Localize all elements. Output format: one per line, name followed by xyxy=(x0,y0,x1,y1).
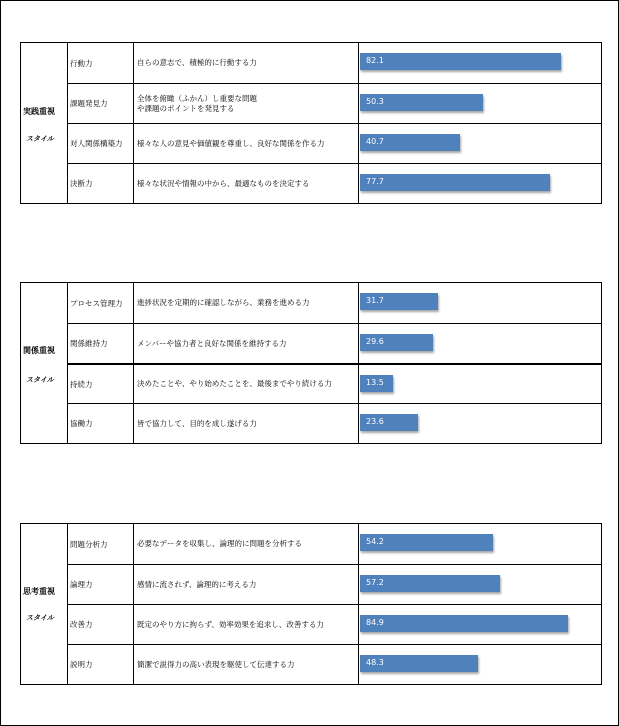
style-subtitle: スタイル xyxy=(26,614,54,622)
score-bar xyxy=(360,94,483,111)
skill-desc: 全体を俯瞰（ふかん）し重要な問題や課題のポイントを発見する xyxy=(133,84,358,123)
score-bar xyxy=(360,615,568,632)
style-title: 思考重視 xyxy=(23,587,55,596)
score-bar xyxy=(360,534,493,551)
skill-desc: 簡潔で説得力の高い表現を駆使して伝達する力 xyxy=(133,645,358,684)
score-value: 29.6 xyxy=(366,337,384,346)
score-cell xyxy=(358,524,602,564)
score-bar xyxy=(360,334,433,351)
skill-name: 問題分析力 xyxy=(67,524,133,564)
skill-row xyxy=(67,604,602,644)
skill-desc: 様々な状況や情報の中から、最適なものを決定する xyxy=(133,164,358,203)
score-bar xyxy=(360,134,460,151)
score-value: 31.7 xyxy=(366,296,384,305)
score-bar xyxy=(360,174,550,191)
style-title: 実践重視 xyxy=(23,107,55,116)
style-subtitle: スタイル xyxy=(26,376,54,384)
score-bar xyxy=(360,655,478,672)
score-bar xyxy=(360,293,438,310)
skill-row xyxy=(67,403,602,443)
skill-row xyxy=(67,283,602,323)
score-cell xyxy=(358,645,602,684)
score-value: 82.1 xyxy=(366,56,384,65)
score-cell xyxy=(358,605,602,644)
skill-row xyxy=(67,83,602,123)
skill-name: 改善力 xyxy=(67,605,133,644)
score-value: 50.3 xyxy=(366,97,384,106)
section-relationship xyxy=(20,282,602,444)
skill-desc: メンバーや協力者と良好な関係を維持する力 xyxy=(133,324,358,363)
skill-name: 論理力 xyxy=(67,565,133,604)
score-cell xyxy=(358,565,602,604)
skill-name: 課題発見力 xyxy=(67,84,133,123)
skill-desc: 自らの意志で、積極的に行動する力 xyxy=(133,43,358,83)
skill-row xyxy=(67,163,602,203)
skill-desc: 感情に流されず、論理的に考える力 xyxy=(133,565,358,604)
skill-name: 行動力 xyxy=(67,43,133,83)
skill-row xyxy=(67,644,602,684)
score-value: 48.3 xyxy=(366,658,384,667)
skill-desc: 決めたことや、やり始めたことを、最後までやり続ける力 xyxy=(133,365,358,403)
skill-row xyxy=(67,363,602,403)
style-label-cell xyxy=(20,43,68,203)
skill-desc: 皆で協力して、目的を成し遂げる力 xyxy=(133,404,358,443)
score-value: 40.7 xyxy=(366,137,384,146)
style-label-cell xyxy=(20,524,68,684)
skill-desc: 進捗状況を定期的に確認しながら、業務を進める力 xyxy=(133,283,358,323)
skill-row xyxy=(67,323,602,363)
score-value: 13.5 xyxy=(366,378,384,387)
skill-row xyxy=(67,524,602,564)
skill-desc: 様々な人の意見や価値観を尊重し、良好な関係を作る力 xyxy=(133,124,358,163)
skill-row xyxy=(67,564,602,604)
section-practice xyxy=(20,42,602,204)
score-bar xyxy=(360,375,393,392)
score-value: 84.9 xyxy=(366,618,384,627)
skill-row xyxy=(67,123,602,163)
score-value: 77.7 xyxy=(366,177,384,186)
section-thinking xyxy=(20,523,602,685)
skill-name: 説明力 xyxy=(67,645,133,684)
score-cell xyxy=(358,365,602,403)
score-cell xyxy=(358,404,602,443)
skill-name: 協働力 xyxy=(67,404,133,443)
style-label-cell xyxy=(20,283,68,443)
skill-name: プロセス管理力 xyxy=(67,283,133,323)
score-cell xyxy=(358,43,602,83)
skill-name: 対人関係構築力 xyxy=(67,124,133,163)
style-title: 関係重視 xyxy=(23,346,55,355)
skill-name: 持続力 xyxy=(67,365,133,403)
skill-name: 決断力 xyxy=(67,164,133,203)
score-bar xyxy=(360,414,418,431)
score-value: 57.2 xyxy=(366,578,384,587)
score-value: 54.2 xyxy=(366,537,384,546)
score-bar xyxy=(360,575,500,592)
score-value: 23.6 xyxy=(366,417,384,426)
score-bar xyxy=(360,53,561,70)
skill-name: 関係維持力 xyxy=(67,324,133,363)
score-cell xyxy=(358,164,602,203)
score-cell xyxy=(358,124,602,163)
skill-row xyxy=(67,43,602,83)
score-cell xyxy=(358,84,602,123)
skill-desc: 既定のやり方に拘らず、効率効果を追求し、改善する力 xyxy=(133,605,358,644)
skill-desc: 必要なデータを収集し、論理的に問題を分析する xyxy=(133,524,358,564)
score-cell xyxy=(358,324,602,363)
score-cell xyxy=(358,283,602,323)
style-subtitle: スタイル xyxy=(26,135,54,143)
